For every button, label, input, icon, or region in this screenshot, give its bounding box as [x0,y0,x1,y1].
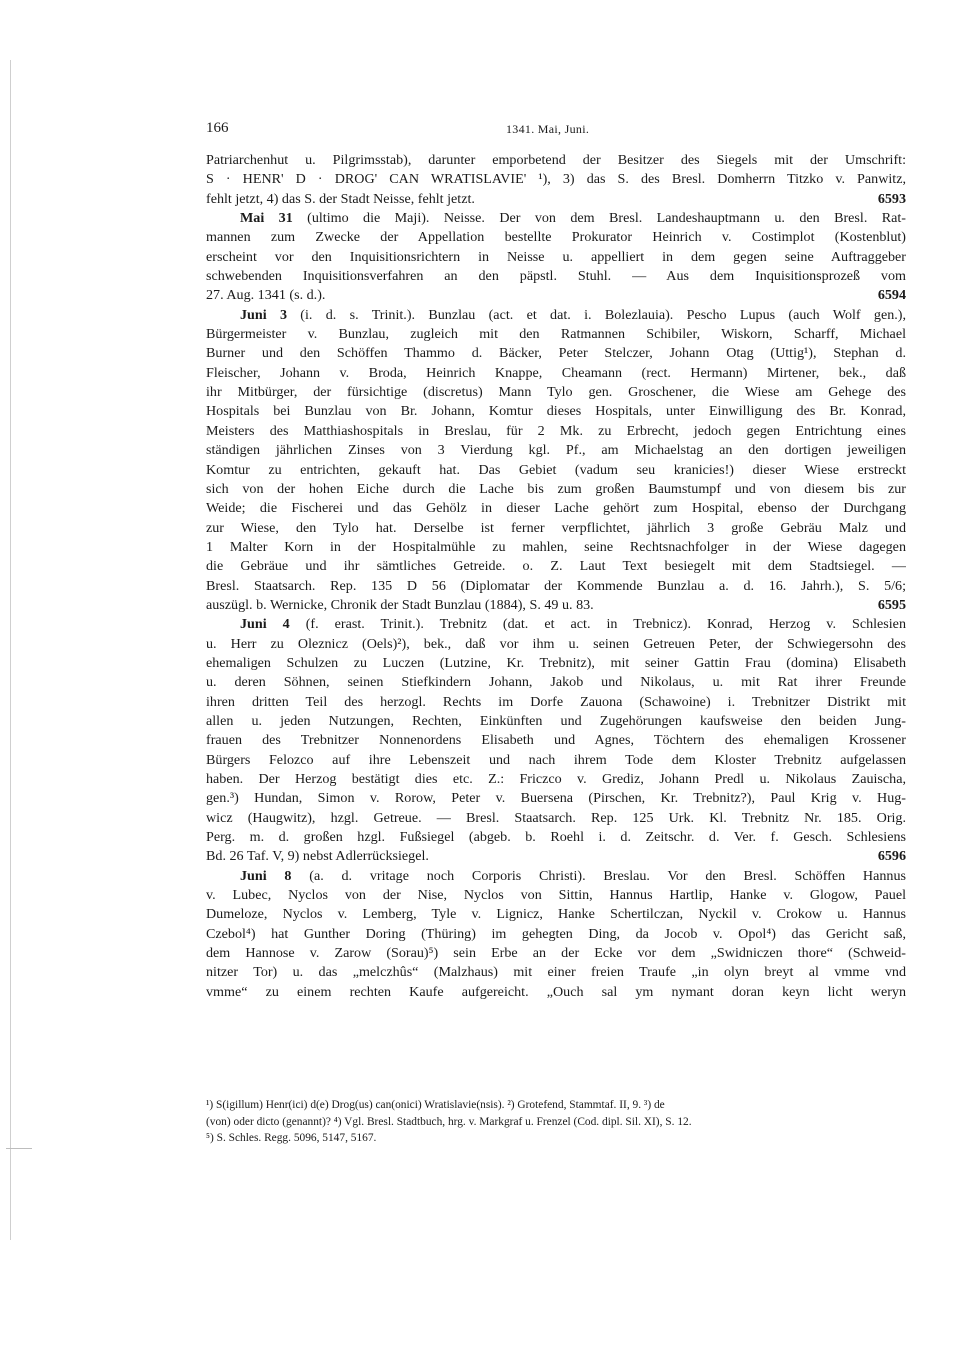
text-line [206,499,906,518]
line-text: (i. d. s. Trinit.). Bunzlau (act. et dat. i. Bolezlauia). Pescho Lupus (auch Wolf gen.), [287,306,906,323]
text-line [206,422,906,441]
text-line [206,905,906,924]
text-line [206,209,906,228]
line-text: 1 Malter Korn in der Hospitalmühle zu mahlen, seine Rechtsnachfolger in der Wiese dagegen [206,538,906,555]
text-line [206,673,906,692]
entry-number: 6594 [877,287,906,304]
running-head: 1341. Mai, Juni. [506,122,590,136]
binding-edge-line [10,60,11,1240]
line-text: S · HENR' D · DROG' CAN WRATISLAVIE' ¹), 3) das S. des Bresl. Domherrn Titzko v. Panwitz, [206,171,906,188]
line-text: (a. d. vritage noch Corporis Christi). Breslau. Vor den Bresl. Schöffen Hannus [291,867,906,884]
line-text: vmme“ zu einem rechten Kaufe aufgereicht. „Ouch sal ym nymant doran keyn licht weryn [206,983,906,1000]
text-line [206,325,906,344]
line-text: Weide; die Fischerei und das Gehölz in dieser Lache gehört zum Hospital, ebenso der Durchgang [206,500,906,517]
text-line [206,364,906,383]
line-text: Meisters des Matthiashospitals in Breslau, für 2 Mk. zu Erbrecht, jedoch gegen Entrichtung eines [206,422,906,439]
text-line [206,615,906,634]
entry-number: 6595 [877,596,906,613]
line-text: mannen zum Zwecke der Appellation bestellte Prokurator Heinrich v. Costimplot (Kostenblut) [206,229,906,246]
line-text: (ultimo die Maji). Neisse. Der von dem Bresl. Landeshauptmann u. den Bresl. Rat- [292,210,906,227]
text-line [206,151,906,170]
line-text: auszügl. b. Wernicke, Chronik der Stadt Bunzlau (1884), S. 49 u. 83. [206,596,594,613]
text-line [206,286,906,305]
line-text: ehemaligen Schulzen zu Luczen (Lutzine, Kr. Trebnitz), mit seiner Gattin Frau (domina) Elisabeth [206,654,906,671]
line-text: Perg. m. d. großen hzgl. Fußsiegel (abgeb. b. Roehl i. d. Zeitschr. d. Ver. f. Gesch. Schlesiens [206,829,906,846]
line-text: Burner und den Schöffen Thammo d. Bäcker, Peter Stelczer, Johann Otag (Uttig¹), Stephan d. [206,345,906,362]
text-line [206,751,906,770]
line-text: Fleischer, Johann v. Broda, Heinrich Knappe, Cheamann (rect. Hermann) Mirtener, bek., daß [206,364,906,381]
text-line [206,731,906,750]
text-line [206,441,906,460]
text-line [206,267,906,286]
text-line [206,228,906,247]
text-line [206,867,906,886]
text-line [206,789,906,808]
text-line [206,557,906,576]
text-line [206,963,906,982]
text-line [206,635,906,654]
line-text: Bd. 26 Taf. V, 9) nebst Adlerrücksiegel. [206,848,429,865]
footnote-line: ¹) S(igillum) Henr(ici) d(e) Drog(us) can(onici) Wratislavie(nsis). ²) Grotefend, Stammtaf. II, 9. ³) de [206,1099,665,1111]
line-text: Dumeloze, Nyclos v. Lemberg, Tyle v. Lignicz, Hanke Schertilczan, Nyckil v. Crokow u. Hannus [206,906,906,923]
footnote-line: (von) oder dicto (genannt)? ⁴) Vgl. Bresl. Stadtbuch, hrg. v. Markgraf u. Frenzel (Cod. dipl. Sil. XI), S. 12. [206,1115,692,1128]
text-line [206,344,906,363]
entry-number: 6596 [877,848,906,865]
text-line [206,306,906,325]
line-text: Patriarchenhut u. Pilgrimsstab), darunter emporbetend der Besitzer des Siegels mit der Umschrift: [206,152,906,168]
text-line [206,480,906,499]
text-line [206,693,906,712]
entry-date: Juni 8 [240,867,292,884]
footnote-line: ⁵) S. Schles. Regg. 5096, 5147, 5167. [206,1132,377,1144]
line-text: dem Hannose v. Zarow (Sorau)⁵) sein Erbe an der Ecke vor dem „Swidniczen thore“ (Schweid- [206,945,906,962]
line-text: 27. Aug. 1341 (s. d.). [206,287,326,304]
text-line [206,596,906,615]
line-text: ihr Mitbürger, der fürsichtige (discretus) Mann Tylo gen. Groschener, die Wiese am Gehege des [206,384,906,401]
text-line [206,654,906,673]
text-line [206,190,906,209]
line-text: Bürgermeister v. Bunzlau, zugleich mit den Ratmannen Schibiler, Wiskorn, Scharff, Michael [206,326,906,343]
line-text: haben. Der Herzog bestätigt dies etc. Z.: Friczco v. Grediz, Johann Predl u. Nikolaus Zauischa, [206,771,906,787]
text-line [206,828,906,847]
text-line [206,538,906,557]
text-line [206,712,906,731]
text-line [206,248,906,267]
text-line [206,983,906,1002]
document-body [206,151,906,1002]
text-line [206,577,906,596]
page-number: 166 [206,120,229,136]
line-text: sich von der hohen Eiche durch die Lache bis zum großen Baumstumpf und von diesem bis zur [206,480,906,497]
line-text: u. Herr zu Oleznicz (Oels)²), bek., daß vor ihm u. seinen Getreuen Peter, der Schwiegersohn des [206,635,906,652]
line-text: (f. erast. Trinit.). Trebnitz (dat. et act. in Trebnicz). Konrad, Herzog v. Schlesien [289,616,906,633]
footnotes [206,1097,906,1147]
binding-edge-mark [6,1148,32,1149]
entry-date: Mai 31 [240,210,293,227]
entry-number: 6593 [877,190,906,207]
line-text: schwebenden Inquisitionsverfahren an den päpstl. Stuhl. — Aus dem Inquisitionsprozeß vom [206,268,906,285]
line-text: fehlt jetzt, 4) das S. der Stadt Neisse, fehlt jetzt. [206,190,475,207]
line-text: frauen des Trebnitzer Nonnenordens Elisabeth und Agnes, Töchtern des ehemaligen Krossener [206,732,906,749]
line-text: die Gebräue und ihr sämtliches Getreide. o. Z. Laut Text besiegelt mit dem Stadtsiegel. — [206,558,906,575]
entry-date: Juni 4 [240,616,290,633]
text-line [206,847,906,866]
line-text: v. Lubec, Nyclos von der Nise, Nyclos von Sittin, Hannus Hartlip, Hanke v. Glogow, Pauel [206,887,906,904]
text-line [206,461,906,480]
text-line [206,809,906,828]
line-text: Komtur zu entrichten, gekauft hat. Das Gebiet (vadum seu kranicies!) dieser Wiese erstreckt [206,461,906,478]
line-text: ihren dritten Teil des herzogl. Rechts im Dorfe Zauona (Schawoine) i. Trebnitzer Distrikt mit [206,693,906,710]
text-line [206,886,906,905]
line-text: allen u. jeden Nutzungen, Rechten, Einkünften und Zugehörungen kaufsweise den beiden Jung- [206,712,906,729]
page-header [206,120,906,142]
line-text: erscheint vor den Inquisitionsrichtern in Neisse u. appelliert in dem gegen seine Auftraggeber [206,248,906,265]
entry-date: Juni 3 [240,306,287,323]
text-line [206,925,906,944]
line-text: ständigen jährlichen Zinses von 3 Vierdung kgl. Pf., am Michaelstag an den dortigen jeweiligen [206,442,906,459]
line-text: Czebol⁴) hat Gunther Doring (Thüring) im gehegten Ding, da Jocob v. Opol⁴) das Gericht saß, [206,925,906,942]
text-line [206,402,906,421]
line-text: u. deren Söhnen, seinen Stiefkindern Johann, Jakob und Nikolaus, u. mit Rat ihrer Freunde [206,674,906,691]
line-text: wicz (Haugwitz), hzgl. Getreue. — Bresl. Staatsarch. Rep. 125 Urk. Kl. Trebnitz Nr. 185. Orig. [206,809,906,826]
line-text: Hospitals bei Bunzlau von Br. Johann, Komtur dieses Hospitals, unter Einwilligung des Br. Konrad, [206,403,906,420]
text-line [206,944,906,963]
line-text: zur Wiese, den Tylo hat. Derselbe ist ferner verpflichtet, jährlich 3 große Gebräu Malz und [206,519,906,536]
line-text: gen.³) Hundan, Simon v. Rorow, Peter v. Buersena (Pirschen, Kr. Trebnitz?), Paul Krig v. Hug- [206,790,906,807]
line-text: Bürgers Felozco auf ihre Lebenszeit und nach ihrem Tode dem Kloster Trebnitz aufgelassen [206,751,906,768]
text-line [206,770,906,789]
text-line [206,519,906,538]
line-text: Bresl. Staatsarch. Rep. 135 D 56 (Diplomatar der Kommende Bunzlau a. d. 16. Jahrh.), S. 5/6; [206,577,906,594]
line-text: nitzer Tor) u. das „melczhûs“ (Malzhaus) mit einer freien Traufe „in olyn breyt al vmme vnd [206,964,906,981]
text-line [206,383,906,402]
text-line [206,170,906,189]
